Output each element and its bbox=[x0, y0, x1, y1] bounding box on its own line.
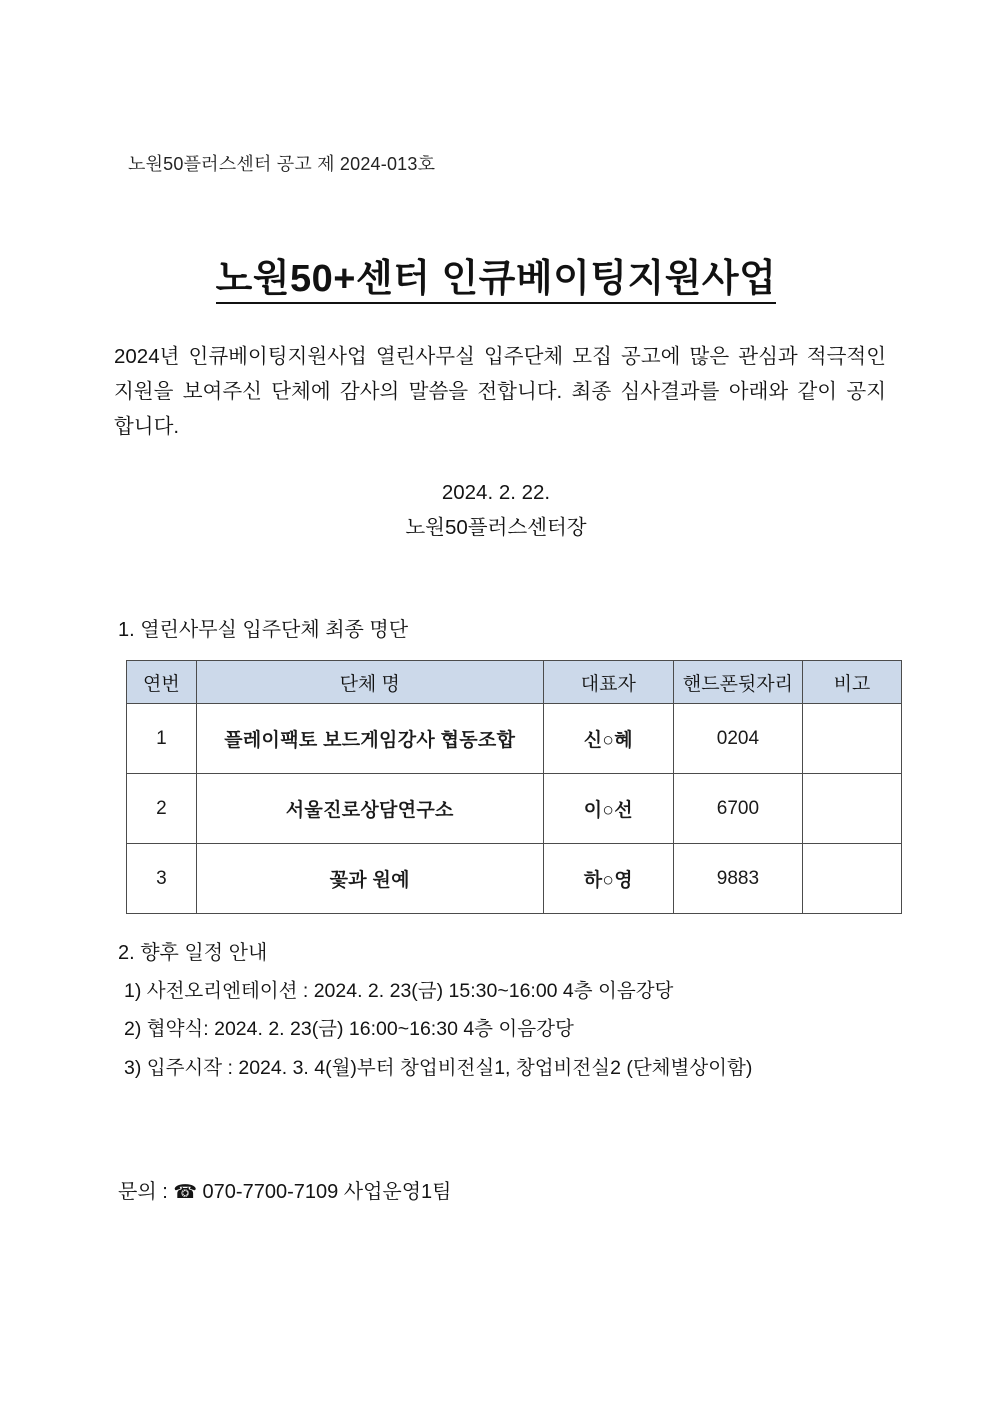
table-row bbox=[127, 844, 902, 914]
schedule-list bbox=[118, 977, 752, 1082]
cell-org-name: 플레이팩토 보드게임강사 협동조합 bbox=[196, 704, 543, 774]
column-header-memo: 비고 bbox=[802, 661, 901, 704]
telephone-icon: ☎ bbox=[173, 1182, 197, 1203]
contact-number: 070-7700-7109 사업운영1팀 bbox=[196, 1181, 452, 1203]
cell-no: 2 bbox=[127, 774, 197, 844]
cell-org-name: 서울진로상담연구소 bbox=[196, 774, 543, 844]
list-item: 1) 사전오리엔테이션 : 2024. 2. 23(금) 15:30~16:00 4층 이음강당 bbox=[124, 980, 674, 1002]
page-title bbox=[0, 247, 992, 302]
table-header-row bbox=[127, 661, 902, 704]
notice-number: 노원50플러스센터 공고 제 2024-013호 bbox=[128, 154, 436, 174]
section-2-block bbox=[118, 943, 752, 1092]
cell-memo bbox=[802, 844, 901, 914]
issuing-organization: 노원50플러스센터장 bbox=[405, 516, 587, 540]
column-header-no: 연번 bbox=[127, 661, 197, 704]
cell-memo bbox=[802, 704, 901, 774]
date-signature-block bbox=[0, 475, 992, 546]
cell-phone: 6700 bbox=[673, 774, 802, 844]
cell-representative: 신○혜 bbox=[543, 704, 673, 774]
cell-phone: 0204 bbox=[673, 704, 802, 774]
list-item: 3) 입주시작 : 2024. 3. 4(월)부터 창업비전실1, 창업비전실2 (단체별상이함) bbox=[124, 1056, 753, 1079]
list-item: 2) 협약식: 2024. 2. 23(금) 16:00~16:30 4층 이음강당 bbox=[124, 1018, 574, 1041]
selected-organizations-table bbox=[126, 660, 902, 914]
announcement-date: 2024. 2. 22. bbox=[441, 481, 551, 504]
cell-memo bbox=[802, 774, 901, 844]
cell-org-name: 꽃과 원예 bbox=[196, 844, 543, 914]
section-1-heading: 1. 열린사무실 입주단체 최종 명단 bbox=[118, 619, 409, 641]
table-row bbox=[127, 774, 902, 844]
intro-paragraph: 2024년 인큐베이팅지원사업 열린사무실 입주단체 모집 공고에 많은 관심과 적극적인 지원을 보여주신 단체에 감사의 말씀을 전합니다. 최종 심사결과를 아래와 같이 공지합니다. bbox=[114, 344, 886, 438]
table-row bbox=[127, 704, 902, 774]
cell-no: 3 bbox=[127, 844, 197, 914]
column-header-org-name: 단체 명 bbox=[196, 661, 543, 704]
section-2-heading: 2. 향후 일정 안내 bbox=[118, 942, 268, 964]
column-header-phone-last-digits: 핸드폰뒷자리 bbox=[673, 661, 802, 704]
cell-representative: 하○영 bbox=[543, 844, 673, 914]
page-title-text: 노원50+센터 인큐베이팅지원사업 bbox=[216, 258, 777, 304]
column-header-representative: 대표자 bbox=[543, 661, 673, 704]
contact-line bbox=[118, 1175, 452, 1204]
cell-representative: 이○선 bbox=[543, 774, 673, 844]
cell-no: 1 bbox=[127, 704, 197, 774]
contact-prefix: 문의 : bbox=[118, 1181, 174, 1203]
cell-phone: 9883 bbox=[673, 844, 802, 914]
